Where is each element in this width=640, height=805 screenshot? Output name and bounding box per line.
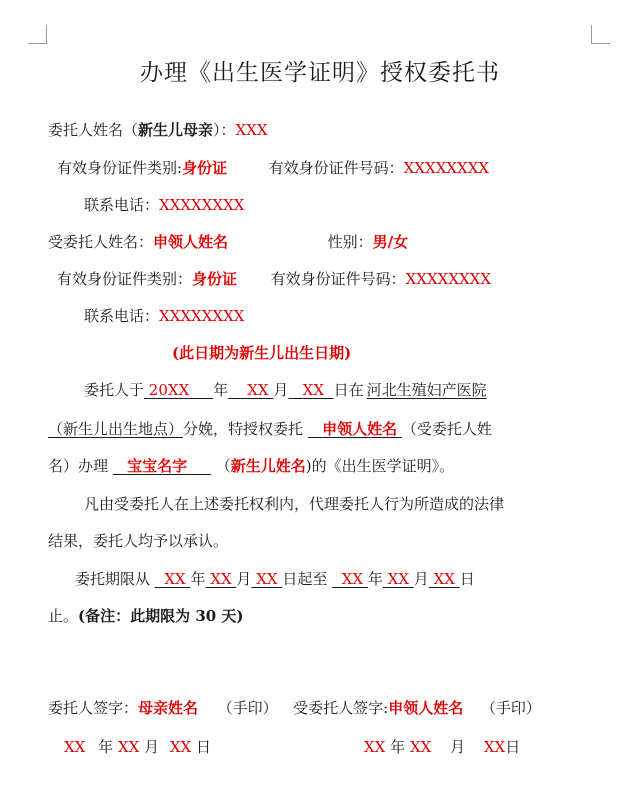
day-label: 日在 [333,381,364,399]
trustee-phone-label: 联系电话： [84,307,160,325]
period-label: 委托期限从 [75,570,151,588]
trustee-id-line [57,269,491,289]
p1-text-b: 分娩，特授权委托 [183,420,304,438]
entrustor-name-label: 委托人姓名（ [48,121,139,139]
paragraph1-line2 [48,419,492,439]
to-day: XX [433,570,455,588]
period-end: 止。 [48,607,79,625]
entrustor-name-value: XXX [235,121,268,139]
baby-name-hint: 新生儿姓名 [230,457,306,475]
trustee-id-type-label: 有效身份证件类别： [57,270,193,288]
to-month-label: 月 [413,570,429,588]
hospital-name: 河北生殖妇产医院 [366,381,487,399]
paragraph2-line2: 结果，委托人均予以承认。 [48,532,229,550]
to-year-label: 年 [367,570,383,588]
signature-line [48,698,541,718]
sign-date2-day: XX [483,738,506,756]
sign-date1-day-label: 日 [196,738,212,756]
sign-date1-month: XX [117,738,140,756]
trustee-id-no-label: 有效身份证件号码： [270,270,406,288]
trustee-phone-value: XXXXXXXX [159,307,245,325]
birth-day: XX [302,381,325,399]
from-day-field [251,570,282,588]
birth-year: 20XX [148,381,190,399]
entrustor-name-hint: 新生儿母亲 [138,121,214,139]
trustee-sign-date [364,737,520,757]
p1-text-f: )的《出生医学证明》。 [305,457,455,475]
sign-date1-month-label: 月 [144,738,160,756]
entrustor-id-no-label: 有效身份证件号码： [268,159,404,177]
sign-date1-year-label: 年 [98,738,114,756]
from-year-label: 年 [190,570,206,588]
period-line [75,569,475,589]
entrustor-phone-label: 联系电话： [84,196,160,214]
year-label: 年 [213,381,229,399]
sign-date2-year: XX [364,738,386,756]
trustee-handprint: （手印） [480,699,541,717]
entrustor-signature-label: 委托人签字： [48,699,139,717]
trustee-gender-value: 男/女 [372,233,409,251]
to-year: XX [341,570,364,588]
birth-place-hint: （新生儿出生地点） [48,420,184,438]
sign-date2-month: XX [409,738,432,756]
paragraph2-line1: 凡由受委托人在上述委托权利内，代理委托人行为所造成的法律 [84,495,505,513]
sign-date2-year-label: 年 [390,738,406,756]
trustee-name-label: 受委托人姓名： [48,233,154,251]
trustee-name-value: 申领人姓名 [153,233,229,251]
from-month: XX [210,570,232,588]
entrustor-id-type-label: 有效身份证件类别: [57,159,183,177]
entrustor-name-line [48,120,268,140]
trustee-name-line [48,232,408,252]
sign-date2-month-label: 月 [450,738,466,756]
p1-text-e: （ [215,457,231,475]
from-suffix: 日起至 [282,570,328,588]
entrustor-phone-value: XXXXXXXX [159,196,245,214]
from-year-field [155,570,191,588]
birth-month-field [228,381,273,399]
entrustor-sign-date [64,737,211,757]
crop-mark-top-right [591,25,610,44]
entrustor-signature-value: 母亲姓名 [138,699,199,717]
sign-date2-day-label: 日 [505,738,521,756]
p1-text-c: （受委托人姓 [401,420,492,438]
entrustor-id-type-value: 身份证 [182,159,228,177]
from-month-field [206,570,237,588]
date-note: (此日期为新生儿出生日期) [172,344,352,362]
entrustor-phone-line [84,195,244,215]
sign-date1-day: XX [169,738,192,756]
to-day-field [429,570,460,588]
birth-day-field [288,381,333,399]
to-month-field [383,570,414,588]
to-month: XX [387,570,409,588]
p1-text-a: 委托人于 [84,381,145,399]
trustee-signature-label: 受委托人签字: [293,699,389,717]
baby-name-field [113,457,211,475]
birth-year-field [144,381,213,399]
paragraph1-line1 [84,380,487,400]
trustee-id-type-value: 身份证 [192,270,238,288]
entrustor-id-no-value: XXXXXXXX [403,159,490,177]
crop-mark-top-left [28,25,47,44]
p1-trustee-name: 申领人姓名 [322,420,398,438]
trustee-signature-value: 申领人姓名 [388,699,464,717]
birth-month: XX [247,381,269,399]
period-line2 [48,606,244,626]
entrustor-name-suffix: ）： [213,121,236,139]
from-month-label: 月 [236,570,252,588]
from-day: XX [256,570,278,588]
trustee-gender-label: 性别： [327,233,373,251]
trustee-id-no-value: XXXXXXXX [405,270,492,288]
paragraph1-line3 [48,456,454,476]
trustee-phone-line [84,306,244,326]
entrustor-handprint: （手印） [217,699,278,717]
entrustor-id-line [57,158,489,178]
period-note: (备注：此期限为 30 天) [78,607,244,625]
to-suffix: 日 [459,570,475,588]
month-label: 月 [273,381,289,399]
document-title: 办理《出生医学证明》授权委托书 [140,60,500,86]
p1-text-d: 名）办理 [48,457,109,475]
to-year-field [332,570,368,588]
trustee-name-field [308,420,402,438]
baby-name: 宝宝名字 [127,457,188,475]
from-year: XX [164,570,186,588]
sign-date1-year: XX [64,738,86,756]
